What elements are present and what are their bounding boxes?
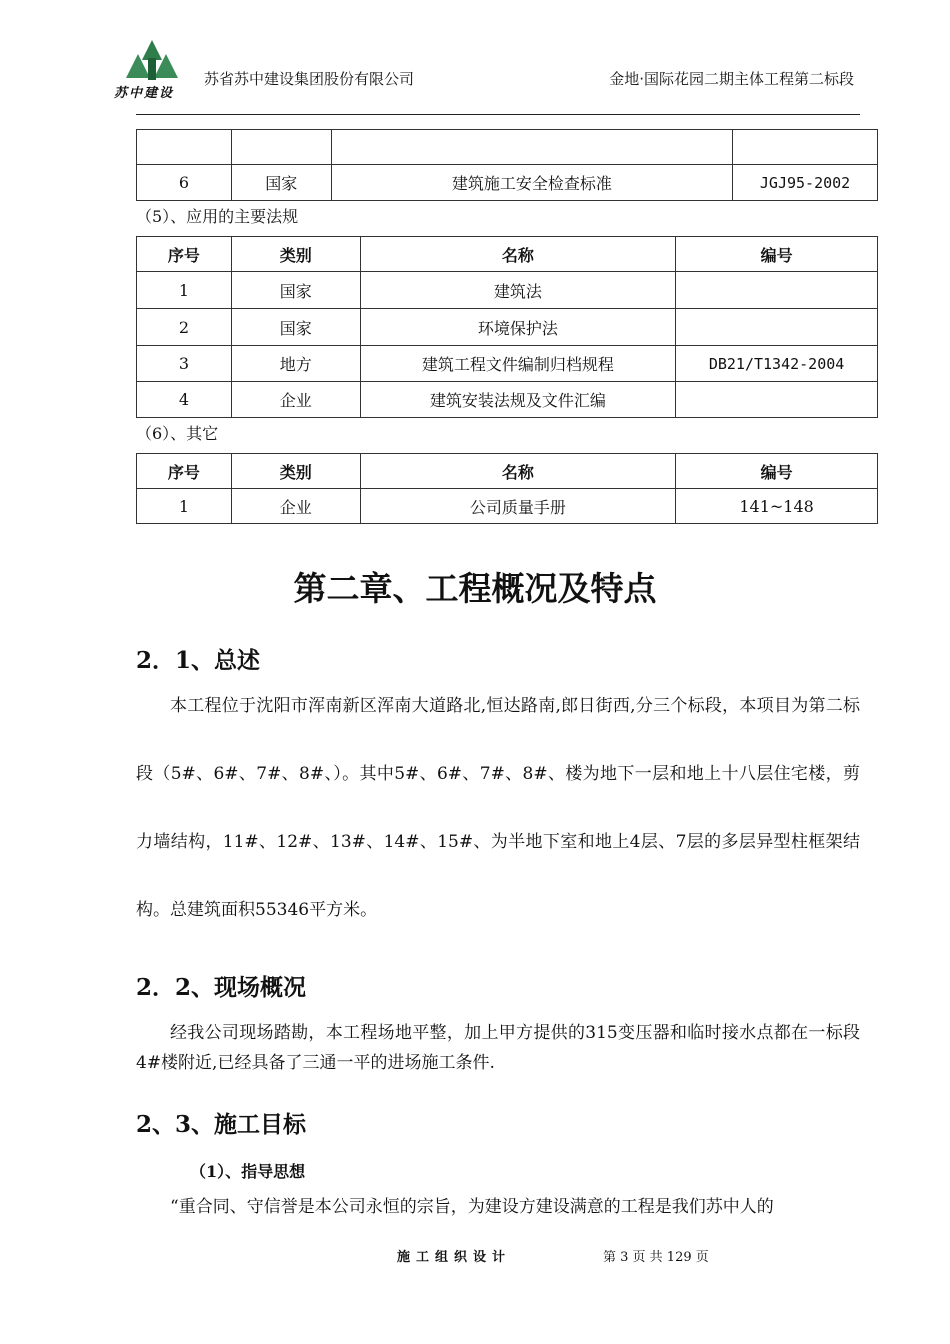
header-divider	[136, 114, 860, 115]
table-row	[137, 346, 878, 382]
section-2-1-body: 本工程位于沈阳市浑南新区浑南大道路北,恒达路南,郎日街西,分三个标段，本项目为第二标段（5#、6#、7#、8#、）。其中5#、6#、7#、8#、楼为地下一层和地上十八层住宅楼，剪力墙结构，11#、12#、13#、14#、15#、为半地下室和地上4层、7层的多层异型柱框架结构。总建筑面积55346平方米。	[136, 696, 860, 920]
regulations-table	[136, 236, 878, 418]
table-header-row	[137, 237, 878, 272]
section-2-3-subheading: （1）、指导思想	[190, 1162, 306, 1181]
header-type: 类别	[231, 237, 360, 272]
cell-name: 建筑法	[360, 272, 675, 309]
cell-name: 公司质量手册	[360, 489, 676, 524]
cell-code: 141~148	[676, 489, 878, 524]
cell-no	[137, 130, 232, 165]
cell-no: 2	[137, 309, 232, 346]
cell-no: 3	[137, 346, 232, 382]
section-2-2-body: 经我公司现场踏勘，本工程场地平整，加上甲方提供的315变压器和临时接水点都在一标段4#楼附近,已经具备了三通一平的进场施工条件.	[136, 1023, 860, 1073]
standards-table-continued	[136, 129, 878, 201]
header-type: 类别	[231, 454, 360, 489]
section-2-3-title: 2、3、施工目标	[136, 1111, 307, 1138]
header-no: 序号	[137, 454, 232, 489]
table-row	[137, 165, 878, 201]
section-2-1-title: 2．1、总述	[136, 647, 261, 674]
company-name: 苏省苏中建设集团股份有限公司	[204, 70, 415, 88]
page-header	[108, 38, 860, 116]
cell-name: 建筑工程文件编制归档规程	[360, 346, 675, 382]
table-header-row	[137, 454, 878, 489]
header-no: 序号	[137, 237, 232, 272]
cell-type: 国家	[231, 309, 360, 346]
subsection-6-heading: （6）、其它	[136, 424, 219, 443]
cell-code	[676, 272, 878, 309]
cell-name: 建筑安装法规及文件汇编	[360, 382, 675, 418]
cell-type: 国家	[231, 165, 331, 201]
cell-type: 地方	[231, 346, 360, 382]
cell-type: 企业	[231, 382, 360, 418]
cell-name	[331, 130, 732, 165]
cell-no: 4	[137, 382, 232, 418]
table-row	[137, 309, 878, 346]
cell-name: 建筑施工安全检查标准	[331, 165, 732, 201]
cell-no: 1	[137, 272, 232, 309]
logo-text: 苏中建设	[114, 86, 175, 101]
cell-code: JGJ95-2002	[733, 165, 878, 201]
other-docs-table	[136, 453, 878, 524]
cell-no: 1	[137, 489, 232, 524]
table-row	[137, 382, 878, 418]
cell-code: DB21/T1342-2004	[676, 346, 878, 382]
section-2-3-body: “重合同、守信誉是本公司永恒的宗旨，为建设方建设满意的工程是我们苏中人的	[170, 1197, 774, 1217]
footer-page-number: 第 3 页 共 129 页	[603, 1250, 709, 1265]
cell-code	[676, 382, 878, 418]
cell-type	[231, 130, 331, 165]
subsection-5-heading: （5）、应用的主要法规	[136, 207, 299, 226]
header-code: 编号	[676, 454, 878, 489]
cell-no: 6	[137, 165, 232, 201]
project-name: 金地·国际花园二期主体工程第二标段	[609, 70, 854, 88]
cell-code	[733, 130, 878, 165]
chapter-title: 第二章、工程概况及特点	[293, 569, 657, 608]
cell-code	[676, 309, 878, 346]
header-name: 名称	[360, 237, 675, 272]
table-row	[137, 272, 878, 309]
cell-name: 环境保护法	[360, 309, 675, 346]
footer-doc-title: 施工组织设计	[397, 1250, 512, 1265]
section-2-2-title: 2．2、现场概况	[136, 974, 307, 1001]
table-row	[137, 130, 878, 165]
header-name: 名称	[360, 454, 676, 489]
cell-type: 企业	[231, 489, 360, 524]
header-code: 编号	[676, 237, 878, 272]
table-row	[137, 489, 878, 524]
cell-type: 国家	[231, 272, 360, 309]
